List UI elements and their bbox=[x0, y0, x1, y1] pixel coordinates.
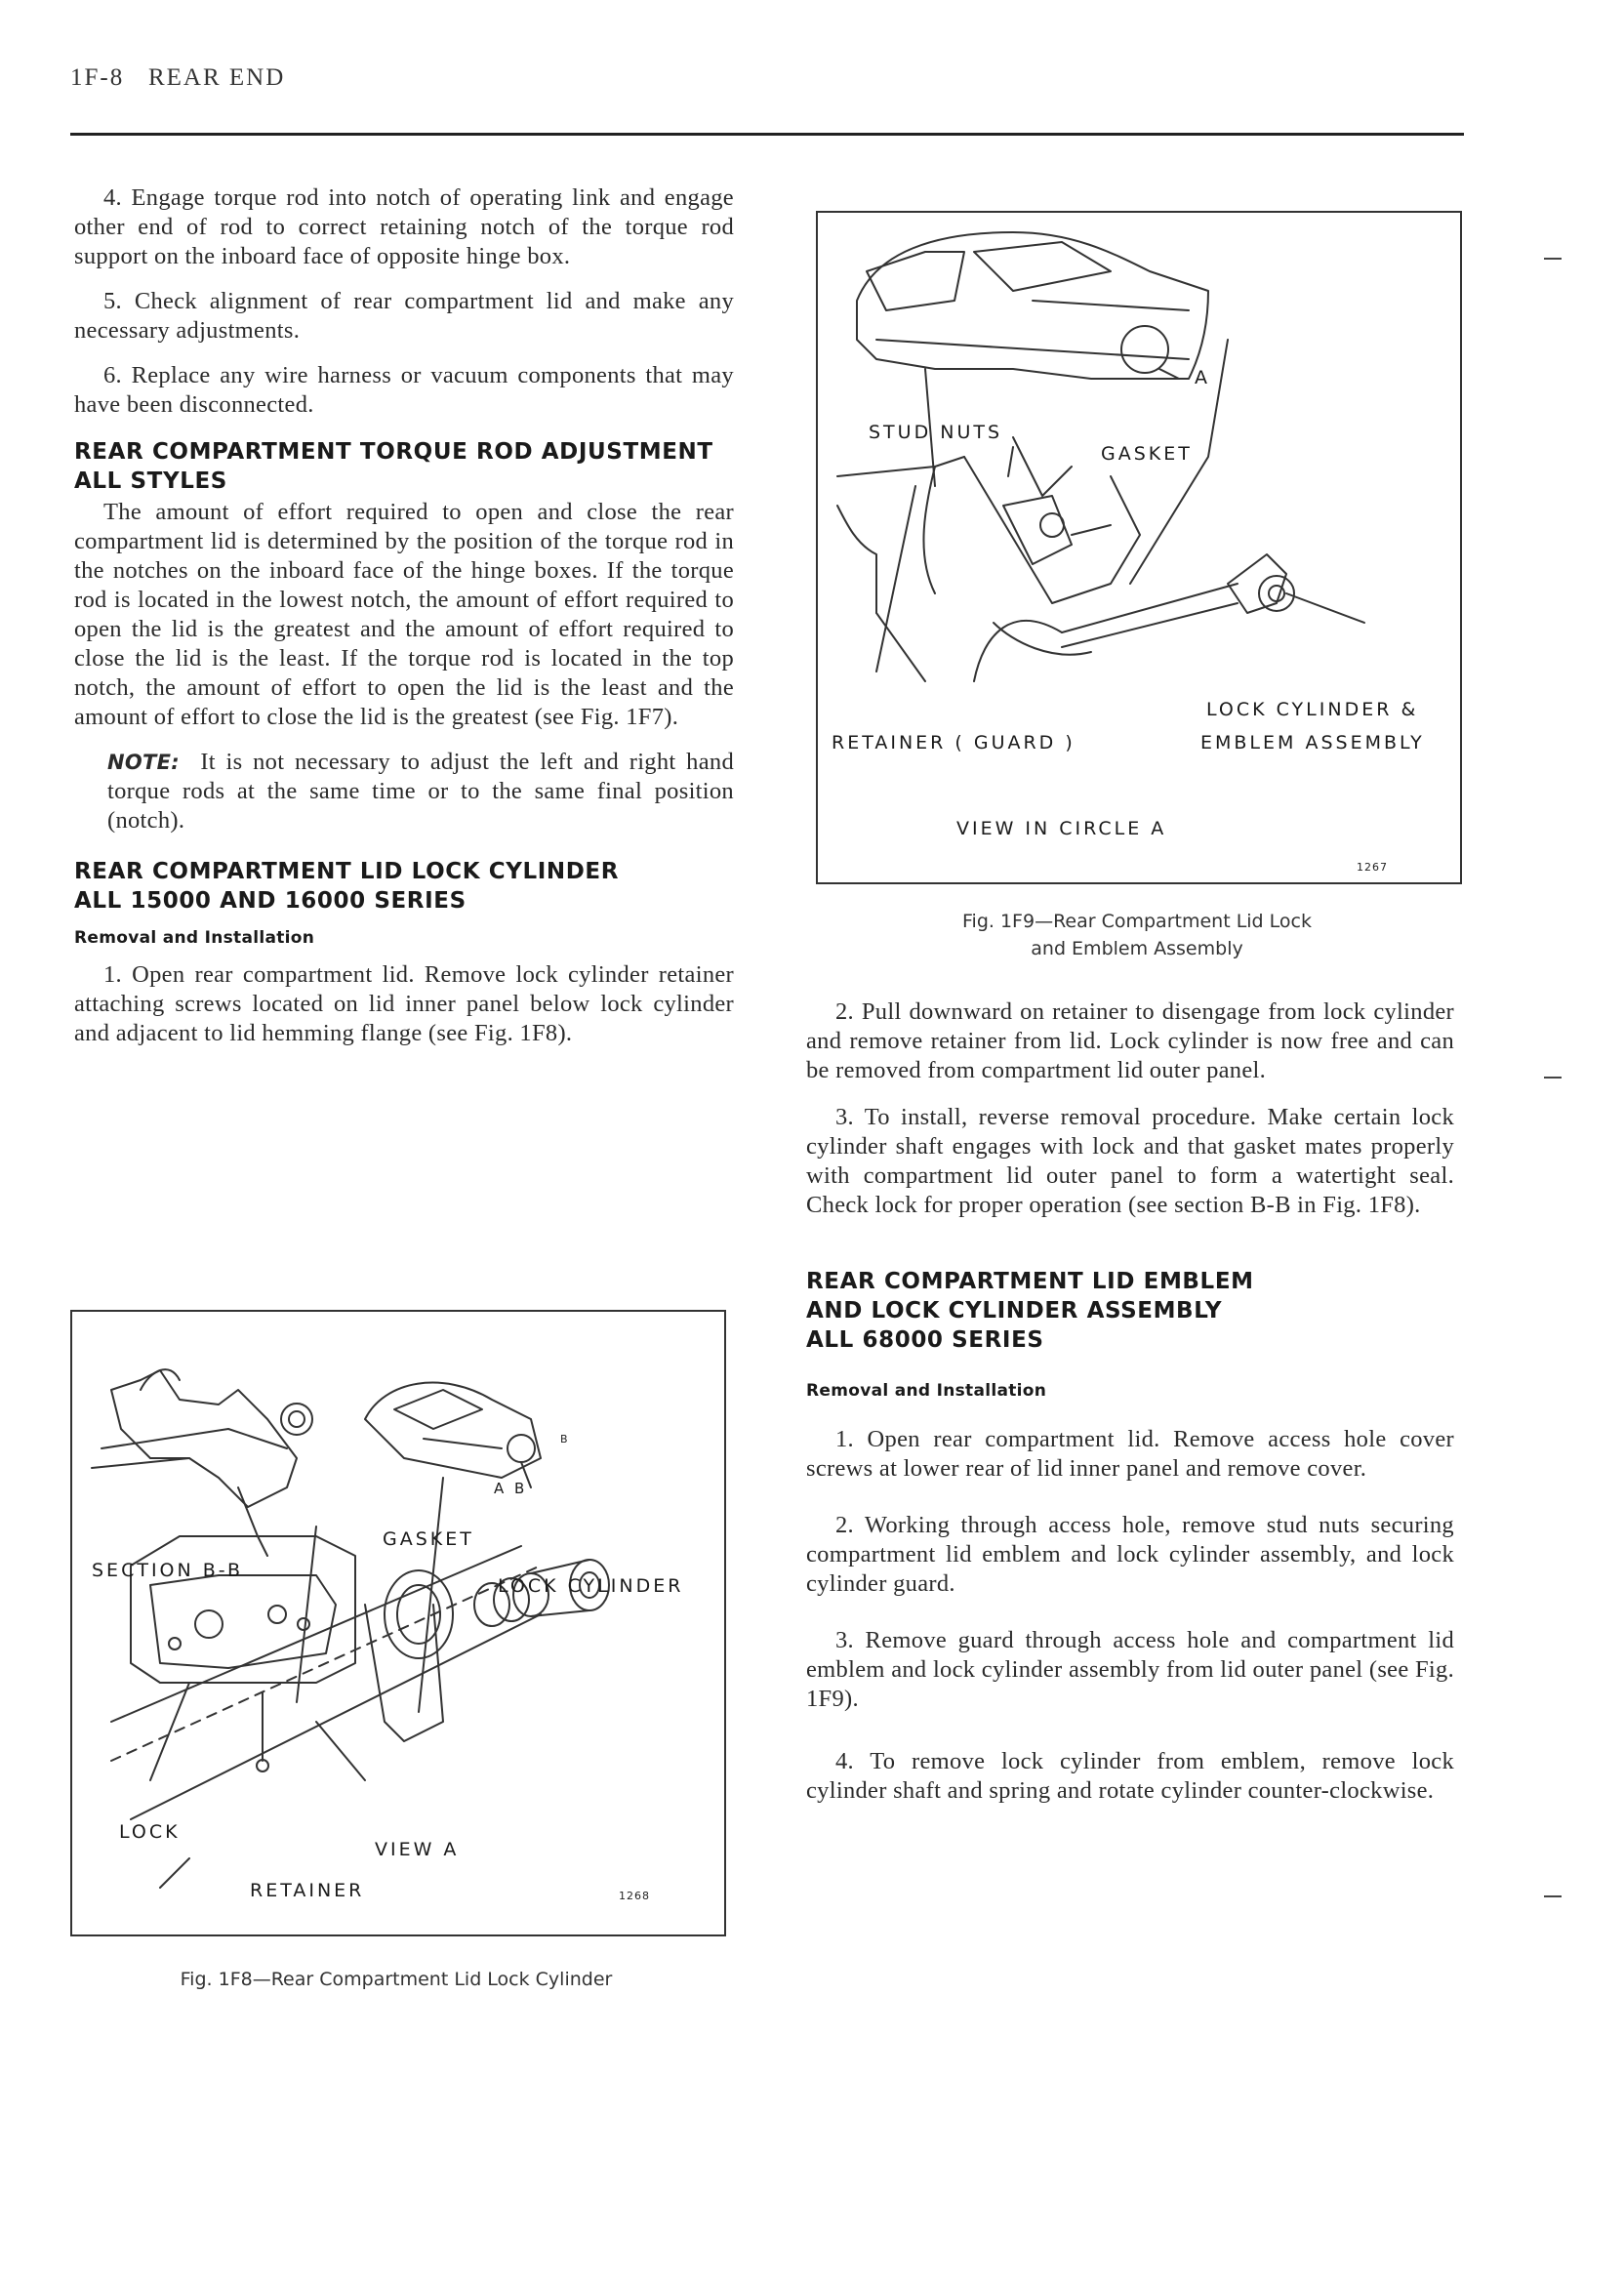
emblem-step-4: 4. To remove lock cylinder from emblem, remove lock cylinder shaft and spring and rotate cylinder counter-clockwise. bbox=[806, 1748, 1454, 1804]
step-2: 2. Pull downward on retainer to disengage from lock cylinder and remove retainer from lid. Lock cylinder is now free and can be removed from compartment lid outer panel. bbox=[806, 998, 1454, 1083]
figure-number-1267: 1267 bbox=[1357, 861, 1388, 874]
note-text: It is not necessary to adjust the left and right hand torque rods at the same time or to the same final position (notch). bbox=[107, 749, 734, 834]
section-title: REAR END bbox=[147, 64, 286, 91]
subheading-removal-2: Removal and Installation bbox=[806, 1381, 1047, 1401]
lock-step-1: 1. Open rear compartment lid. Remove lock cylinder retainer attaching screws located on lid inner panel below lock cylinder and adjacent to lid hemming flange (see Fig. 1F8). bbox=[74, 961, 734, 1046]
step-6: 6. Replace any wire harness or vacuum components that may have been disconnected. bbox=[74, 362, 734, 418]
figure-number-1268: 1268 bbox=[619, 1890, 650, 1902]
heading-lock-cylinder-assembly: AND LOCK CYLINDER ASSEMBLY bbox=[806, 1298, 1223, 1323]
heading-series-15000: ALL 15000 AND 16000 SERIES bbox=[74, 888, 467, 914]
label-view-a: VIEW A bbox=[375, 1839, 460, 1860]
caption-line-1: Fig. 1F9—Rear Compartment Lid Lock bbox=[962, 911, 1312, 932]
heading-emblem: REAR COMPARTMENT LID EMBLEM bbox=[806, 1269, 1254, 1294]
label-lock-cylinder: LOCK CYLINDER bbox=[498, 1575, 684, 1597]
emblem-step-1: 1. Open rear compartment lid. Remove access hole cover screws at lower rear of lid inner panel and remove cover. bbox=[806, 1426, 1454, 1482]
subheading-removal: Removal and Installation bbox=[74, 928, 315, 948]
page-header bbox=[70, 64, 285, 92]
torque-paragraph: The amount of effort required to open and close the rear compartment lid is determined by the position of the torque rod in the notches on the inboard face of the hinge boxes. If the torque rod is located in the lowest notch, the amount of effort required to open the lid is the greatest and the amount of effort required to close the lid is the least. If the torque rod is located in the top notch, the amount of effort to open the lid is the least and the amount of effort to close the lid is the greatest (see Fig. 1F7). bbox=[74, 499, 734, 730]
margin-mark bbox=[1544, 258, 1562, 260]
figure-1f9 bbox=[816, 211, 1462, 884]
right-column bbox=[806, 998, 1454, 1806]
emblem-assembly-illustration bbox=[818, 213, 1460, 882]
label-gasket: GASKET bbox=[1101, 443, 1193, 465]
label-gasket: GASKET bbox=[383, 1528, 474, 1550]
label-b-small: B bbox=[560, 1433, 569, 1445]
step-4: 4. Engage torque rod into notch of operating link and engage other end of rod to correct retaining notch of the torque rod support on the inboard face of opposite hinge box. bbox=[74, 184, 734, 269]
label-lock-cylinder-and: LOCK CYLINDER & bbox=[1206, 699, 1419, 720]
caption-line-2: and Emblem Assembly bbox=[1031, 938, 1243, 959]
heading-all-styles: ALL STYLES bbox=[74, 468, 227, 494]
emblem-step-3: 3. Remove guard through access hole and compartment lid emblem and lock cylinder assembly from lid outer panel (see Fig. 1F9). bbox=[806, 1627, 1454, 1712]
label-ab: A B bbox=[494, 1480, 528, 1497]
label-view-in-circle-a: VIEW IN CIRCLE A bbox=[956, 818, 1167, 839]
step-3: 3. To install, reverse removal procedure. Make certain lock cylinder shaft engages with lock and that gasket mates properly with compartment lid outer panel to form a watertight seal. Check lock for proper operation (see section B-B in Fig. 1F8). bbox=[806, 1104, 1454, 1218]
label-lock: LOCK bbox=[119, 1821, 181, 1843]
label-section-bb: SECTION B-B bbox=[92, 1560, 243, 1581]
label-retainer: RETAINER bbox=[250, 1880, 365, 1901]
label-stud-nuts: STUD NUTS bbox=[869, 422, 1003, 443]
heading-lock-cylinder: REAR COMPARTMENT LID LOCK CYLINDER bbox=[74, 859, 620, 884]
label-retainer-guard: RETAINER ( GUARD ) bbox=[832, 732, 1076, 753]
emblem-step-2: 2. Working through access hole, remove stud nuts securing compartment lid emblem and lock cylinder assembly, and lock cylinder guard. bbox=[806, 1512, 1454, 1597]
header-rule bbox=[70, 133, 1464, 136]
left-column bbox=[74, 183, 734, 1048]
figure-1f8 bbox=[70, 1310, 726, 1936]
page-reference: 1F-8 bbox=[70, 64, 125, 91]
caption-fig-1f9 bbox=[816, 908, 1458, 962]
label-a: A bbox=[1195, 367, 1210, 388]
label-emblem-assembly: EMBLEM ASSEMBLY bbox=[1200, 732, 1425, 753]
step-5: 5. Check alignment of rear compartment lid and make any necessary adjustments. bbox=[74, 288, 734, 344]
margin-mark bbox=[1544, 1895, 1562, 1897]
caption-fig-1f8: Fig. 1F8—Rear Compartment Lid Lock Cylinder bbox=[180, 1969, 613, 1990]
heading-series-68000: ALL 68000 SERIES bbox=[806, 1327, 1044, 1353]
note-label: NOTE: bbox=[107, 751, 180, 774]
margin-mark bbox=[1544, 1077, 1562, 1079]
heading-torque-rod: REAR COMPARTMENT TORQUE ROD ADJUSTMENT bbox=[74, 439, 713, 465]
note-paragraph bbox=[74, 748, 734, 835]
